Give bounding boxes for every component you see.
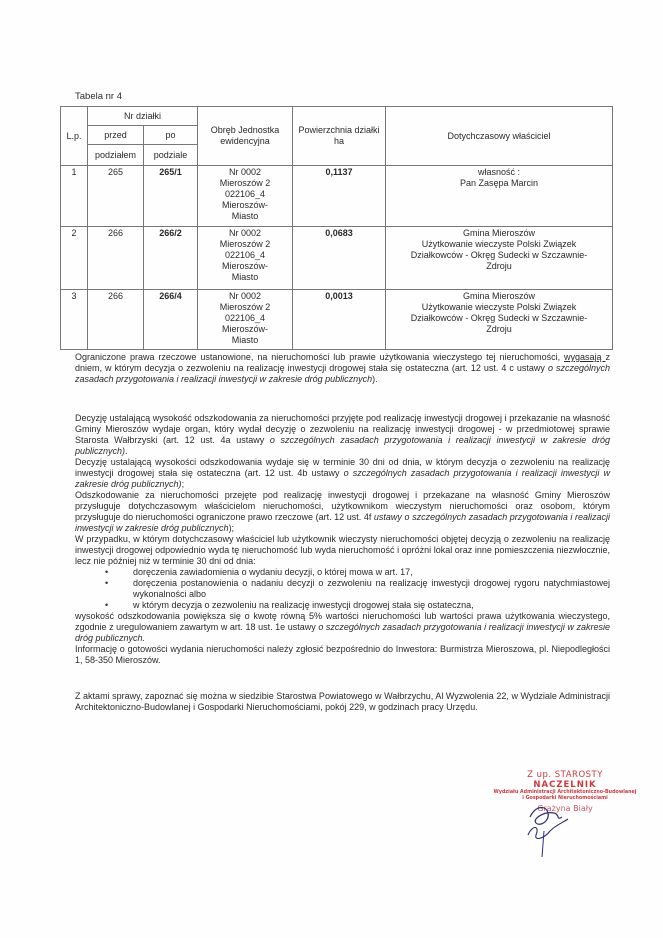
paragraph-compensation-deadline: Decyzję ustalającą wysokości odszkodowania wydaje się w terminie 30 dni od dnia, w którym decyzja o zezwoleniu na realizację inwestycji drogowej stała się ostateczna (art. 12 ust. 4b ustawy o szczególnych zasadach przygotowania i realizacji inwestycji w zakresie dróg publicznych);	[75, 457, 610, 489]
cell-obreb	[198, 290, 293, 350]
header-obreb: Obręb Jednostka ewidencyjna	[198, 107, 293, 166]
paragraph-bonus-outro: wysokość odszkodowania powiększa się o kwotę równą 5% wartości nieruchomości lub wartości prawa użytkowania wieczystego, zgodnie z uregulowaniem zawartym w art. 18 ust. 1e ustawy o szczególnych zasadach przygotowania i realizacji inwestycji w zakresie dróg publicznych.	[75, 611, 610, 643]
cell-lp: 3	[61, 290, 88, 350]
cell-powierzchnia: 0,0013	[293, 290, 386, 350]
cell-lp: 2	[61, 227, 88, 290]
bullet-list	[75, 567, 610, 611]
header-przed: przed	[88, 126, 144, 145]
stamp-line: Wydziału Administracji Architektoniczno-Budowlanej	[493, 790, 637, 795]
act-title: o szczególnych zasadach przygotowania i realizacji inwestycji w zakresie dróg publicznych	[75, 363, 610, 384]
obreb-line: Mieroszów-	[222, 261, 269, 271]
obreb-line: 022106_4	[224, 250, 266, 260]
cell-obreb	[198, 227, 293, 290]
stamp-line: i Gospodarki Nieruchomościami	[522, 796, 608, 801]
handwritten-signature-icon	[510, 795, 590, 865]
obreb-line: Miasto	[231, 272, 259, 282]
table-row	[61, 227, 613, 290]
act-title: ustawy o szczególnych zasadach przygotowania i realizacji inwestycji w zakresie dróg publicznych	[75, 512, 610, 533]
paragraph-limited-rights: Ograniczone prawa rzeczowe ustanowione, na nieruchomości lub prawie użytkowania wieczystego tej nieruchomości, wygasają z dniem, w którym decyzja o zezwoleniu na realizację inwestycji drogowej stała się ostateczna (art. 12 ust. 4 c ustawy o szczególnych zasadach przygotowania i realizacji inwestycji w zakresie dróg publicznych).	[75, 352, 610, 384]
act-title: o szczególnych zasadach przygotowania i realizacji inwestycji w zakresie dróg publicznych.	[75, 622, 610, 643]
obreb-line: Nr 0002	[229, 291, 262, 301]
underlined-term: wygasają	[564, 352, 606, 362]
paragraph-compensation-entitled: Odszkodowanie za nieruchomości przejęte pod realizację inwestycji drogowej i przekazane na własność Gminy Mieroszów przysługuje dotychczasowym właścicielom nieruchomości, użytkownikom wieczystym nieruchomości oraz osobom, którym przysługuje do nieruchomości ograniczone prawo rzeczowe (art. 12 ust. 4f ustawy o szczególnych zasadach przygotowania i realizacji inwestycji w zakresie dróg publicznych);	[75, 490, 610, 533]
stamp-line: Z up. STAROSTY	[527, 770, 603, 780]
bullet-item: • doręczenia zawiadomienia o wydaniu decyzji, o której mowa w art. 17,	[133, 567, 610, 578]
stamp-line: NACZELNIK	[533, 780, 597, 790]
owner-line: Pan Zasępa Marcin	[459, 178, 539, 188]
cell-powierzchnia: 0,0683	[293, 227, 386, 290]
cell-powierzchnia: 0,1137	[293, 166, 386, 227]
paragraph-case-files: Z aktami sprawy, zapoznać się można w siedzibie Starostwa Powiatowego w Wałbrzychu, Al Wyzwolenia 22, w Wydziale Administracji Architektoniczno-Budowlanej i Gospodarki Nieruchomościami, pokój 229, w godzinach pracy Urzędu.	[75, 691, 610, 712]
owner-line: Gmina Mieroszów	[463, 228, 536, 238]
obreb-line: Mieroszów 2	[219, 178, 271, 188]
table-caption: Tabela nr 4	[75, 91, 123, 102]
paragraph-bonus-intro: W przypadku, w którym dotychczasowy właściciel lub użytkownik wieczysty nieruchomości objętej decyzją o zezwoleniu na realizację inwestycji drogowej odpowiednio wyda tę nieruchomość lub wyda nieruchomość i opróżni lokal oraz inne pomieszczenia niezwłocznie, lecz nie później niż w terminie 30 dni od dnia:	[75, 534, 610, 566]
obreb-line: Mieroszów-	[222, 200, 269, 210]
bullet-item: • doręczenia postanowienia o nadaniu decyzji o zezwoleniu na realizację inwestycji drogowej rygoru natychmiastowej wykonalności albo	[133, 578, 610, 600]
cell-przed: 266	[88, 290, 144, 350]
cell-obreb	[198, 166, 293, 227]
cell-wlasciciel	[386, 227, 613, 290]
owner-line: własność :	[478, 167, 521, 177]
obreb-line: Nr 0002	[229, 167, 262, 177]
cell-lp: 1	[61, 166, 88, 227]
plots-table	[60, 106, 613, 350]
bullet-item: • w którym decyzja o zezwoleniu na realizację inwestycji drogowej stała się ostateczna,	[133, 600, 610, 611]
owner-line: Zdroju	[486, 261, 512, 271]
act-title: o szczególnych zasadach przygotowania i realizacji inwestycji w zakresie dróg publicznych)	[75, 468, 610, 489]
act-title: o szczególnych zasadach przygotowania i realizacji inwestycji w zakresie dróg publicznych)	[75, 435, 610, 456]
obreb-line: 022106_4	[224, 313, 266, 323]
obreb-line: Mieroszów 2	[219, 239, 271, 249]
obreb-line: Miasto	[231, 211, 259, 221]
header-nr-dzialki: Nr działki	[88, 107, 198, 126]
cell-po: 265/1	[144, 166, 198, 227]
owner-line: Użytkowanie wieczyste Polski Związek	[421, 239, 577, 249]
cell-wlasciciel	[386, 290, 613, 350]
cell-przed: 265	[88, 166, 144, 227]
cell-wlasciciel	[386, 166, 613, 227]
owner-line: Gmina Mieroszów	[463, 291, 536, 301]
obreb-line: Nr 0002	[229, 228, 262, 238]
obreb-line: Miasto	[231, 335, 259, 345]
owner-line: Działkowców - Okręg Sudecki w Szczawnie-	[410, 313, 588, 323]
obreb-line: 022106_4	[224, 189, 266, 199]
header-powierzchnia: Powierzchnia działki ha	[293, 107, 386, 166]
obreb-line: Mieroszów 2	[219, 302, 271, 312]
paragraph-investor-contact: Informację o gotowości wydania nieruchomości należy zgłosić bezpośrednio do Inwestora: Burmistrza Mieroszowa, pl. Niepodległości 1, 58-350 Mieroszów.	[75, 644, 610, 665]
cell-przed: 266	[88, 227, 144, 290]
header-po: po	[144, 126, 198, 145]
paragraph-compensation-block	[75, 413, 610, 666]
stamp-name: Grażyna Biały	[537, 804, 593, 813]
owner-line: Działkowców - Okręg Sudecki w Szczawnie-	[410, 250, 588, 260]
header-wlasciciel: Dotychczasowy właściciel	[386, 107, 613, 166]
paragraph-compensation-authority: Decyzję ustalającą wysokość odszkodowania za nieruchomości przyjęte pod realizację inwestycji drogowej i przekazanie na własność Gminy Mieroszów wydaje organ, który wydał decyzję o zezwoleniu na realizację inwestycji drogowej - w przedmiotowej sprawie Starosta Wałbrzyski (art. 12 ust. 4a ustawy o szczególnych zasadach przygotowania i realizacji inwestycji w zakresie dróg publicznych).	[75, 413, 610, 456]
header-lp: L.p.	[61, 107, 88, 166]
cell-po: 266/4	[144, 290, 198, 350]
owner-line: Zdroju	[486, 324, 512, 334]
owner-line: Użytkowanie wieczyste Polski Związek	[421, 302, 577, 312]
cell-po: 266/2	[144, 227, 198, 290]
table-row	[61, 290, 613, 350]
header-podziale: podziale	[144, 145, 198, 166]
obreb-line: Mieroszów-	[222, 324, 269, 334]
table-row	[61, 166, 613, 227]
header-podzialem: podziałem	[88, 145, 144, 166]
